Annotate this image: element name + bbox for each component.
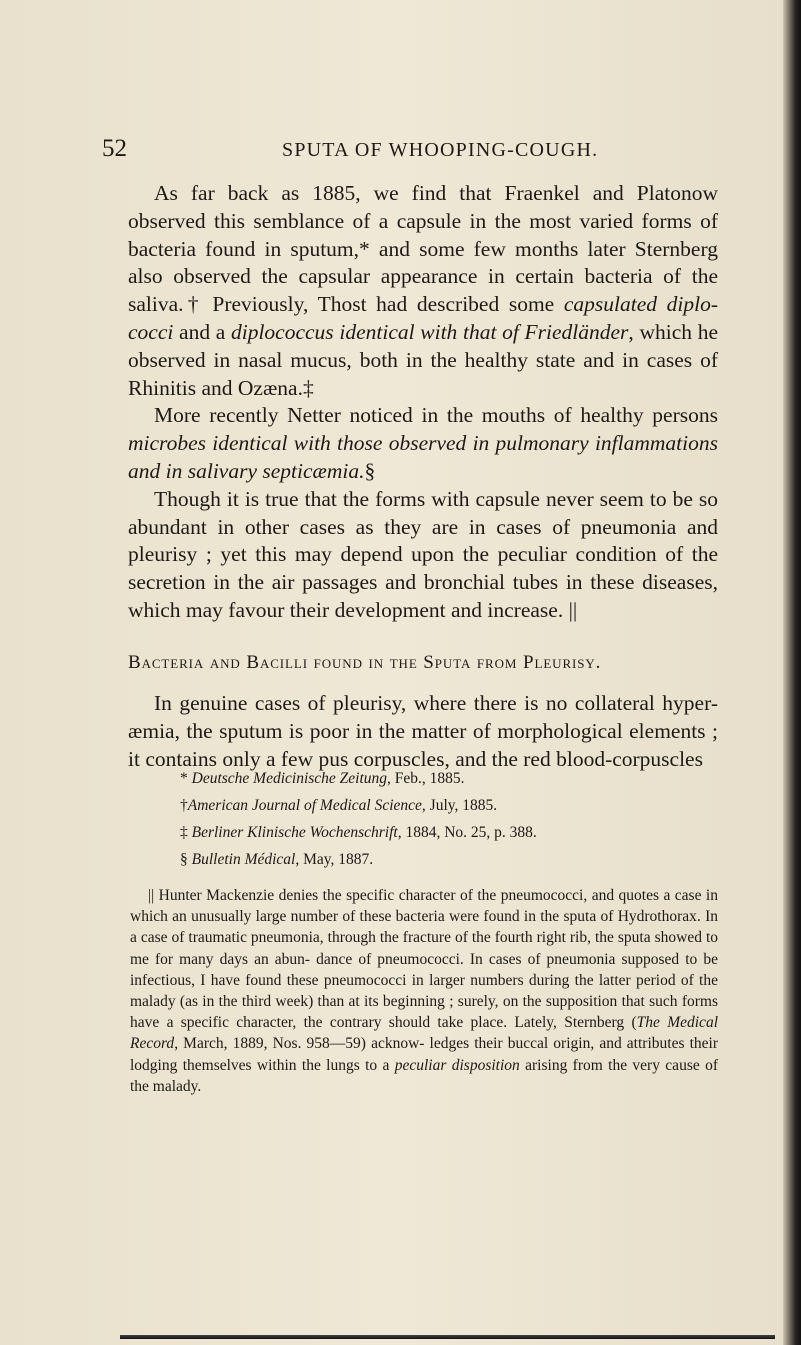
footnotes <box>130 768 718 1097</box>
body-text <box>128 180 718 625</box>
text-run: † <box>180 797 188 814</box>
text-run: and a <box>173 319 231 344</box>
text-run: Though it is true that the forms with capsule never seem to be so abundant in other cases as they are in cases of pneumonia and pleurisy ; yet this may depend upon the peculiar condition of the secretion in the air passages and bronchial tubes in these diseases, which may favour their development and increase. || <box>128 486 718 622</box>
footnote <box>130 822 718 844</box>
page-number: 52 <box>102 135 127 162</box>
paragraph: In genuine cases of pleurisy, where there is no collateral hyper- æmia, the sputum is poor in the matter of morphological elements ; it contains only a few pus corpuscles, and the red blood-corpuscles <box>128 691 718 771</box>
text-run: As far back as 1885, we find that Fraenkel and Platonow observed this semblance of a capsule in the most varied forms of bacteria found in sputum,* and some few months later Sternberg also observed the capsular appearance in certain bacteria of the saliva.† Previously, Thost had described some <box>128 181 718 317</box>
text-run: , 1884, No. 25, p. 388. <box>397 824 537 841</box>
text-run: , Feb., 1885. <box>387 770 465 787</box>
text-run: , July, 1885. <box>421 797 498 814</box>
italic-run: capsulated diplo- cocci <box>128 292 718 344</box>
paragraph <box>128 486 718 625</box>
italic-run: Berliner Klinische Wochenschrift <box>191 824 398 841</box>
running-head <box>102 135 722 163</box>
paragraph <box>128 402 718 485</box>
footnote <box>130 849 718 871</box>
text-run: , which he observed in nasal mucus, both in the healthy state and in cases of Rhinitis and Ozæna.‡ <box>128 319 718 400</box>
text-run: More recently Netter noticed in the mouths of healthy persons <box>154 403 718 428</box>
italic-run: American Journal of Medical Science <box>187 797 422 814</box>
page-edge <box>783 0 801 1345</box>
italic-run: The Medical Record <box>130 1014 718 1053</box>
footnote <box>130 795 718 817</box>
text-run: § <box>364 458 376 483</box>
text-run: , March, 1889, Nos. 958—59) acknow- ledges their buccal origin, and attributes their lodging themselves within the lungs to a <box>130 1035 718 1074</box>
footnote-long <box>130 885 718 1097</box>
italic-run: microbes identical with those observed in pulmonary inflammations and in salivary septicæmia. <box>128 431 718 483</box>
section-heading: Bacteria and Bacilli found in the Sputa from Pleurisy. <box>128 652 602 673</box>
italic-run: peculiar disposition <box>394 1056 520 1074</box>
text-run: || Hunter Mackenzie denies the specific character of the pneumococci, and quotes a case in which an unusually large number of these bacteria were found in the sputa of Hydrothorax. In a case of traumatic pneumonia, through the fracture of the fourth right rib, the sputa showed to me for many days an abun- dance of pneumococci. In cases of pneumonia supposed to be infectious, I have found these pneumococci in larger numbers during the latter period of the malady (as in the third week) than at its beginning ; surely, on the supposition that such forms have a specific character, the contrary should take place. Lately, Sternberg ( <box>130 887 718 1032</box>
paragraph <box>128 180 718 402</box>
italic-run: Bulletin Médical <box>191 851 296 868</box>
text-run: arising from the very cause of the malady. <box>130 1056 718 1095</box>
bottom-rule <box>120 1335 775 1339</box>
text-run: ‡ <box>180 824 192 841</box>
text-run: § <box>180 851 192 868</box>
body-text-continued <box>128 690 718 773</box>
text-run: , May, 1887. <box>295 851 374 868</box>
footnote <box>130 768 718 790</box>
text-run: * <box>180 770 192 787</box>
italic-run: diplococcus identical with that of Friedländer <box>230 319 629 344</box>
header-title: SPUTA OF WHOOPING-COUGH. <box>282 139 599 161</box>
italic-run: Deutsche Medicinische Zeitung <box>191 770 388 787</box>
